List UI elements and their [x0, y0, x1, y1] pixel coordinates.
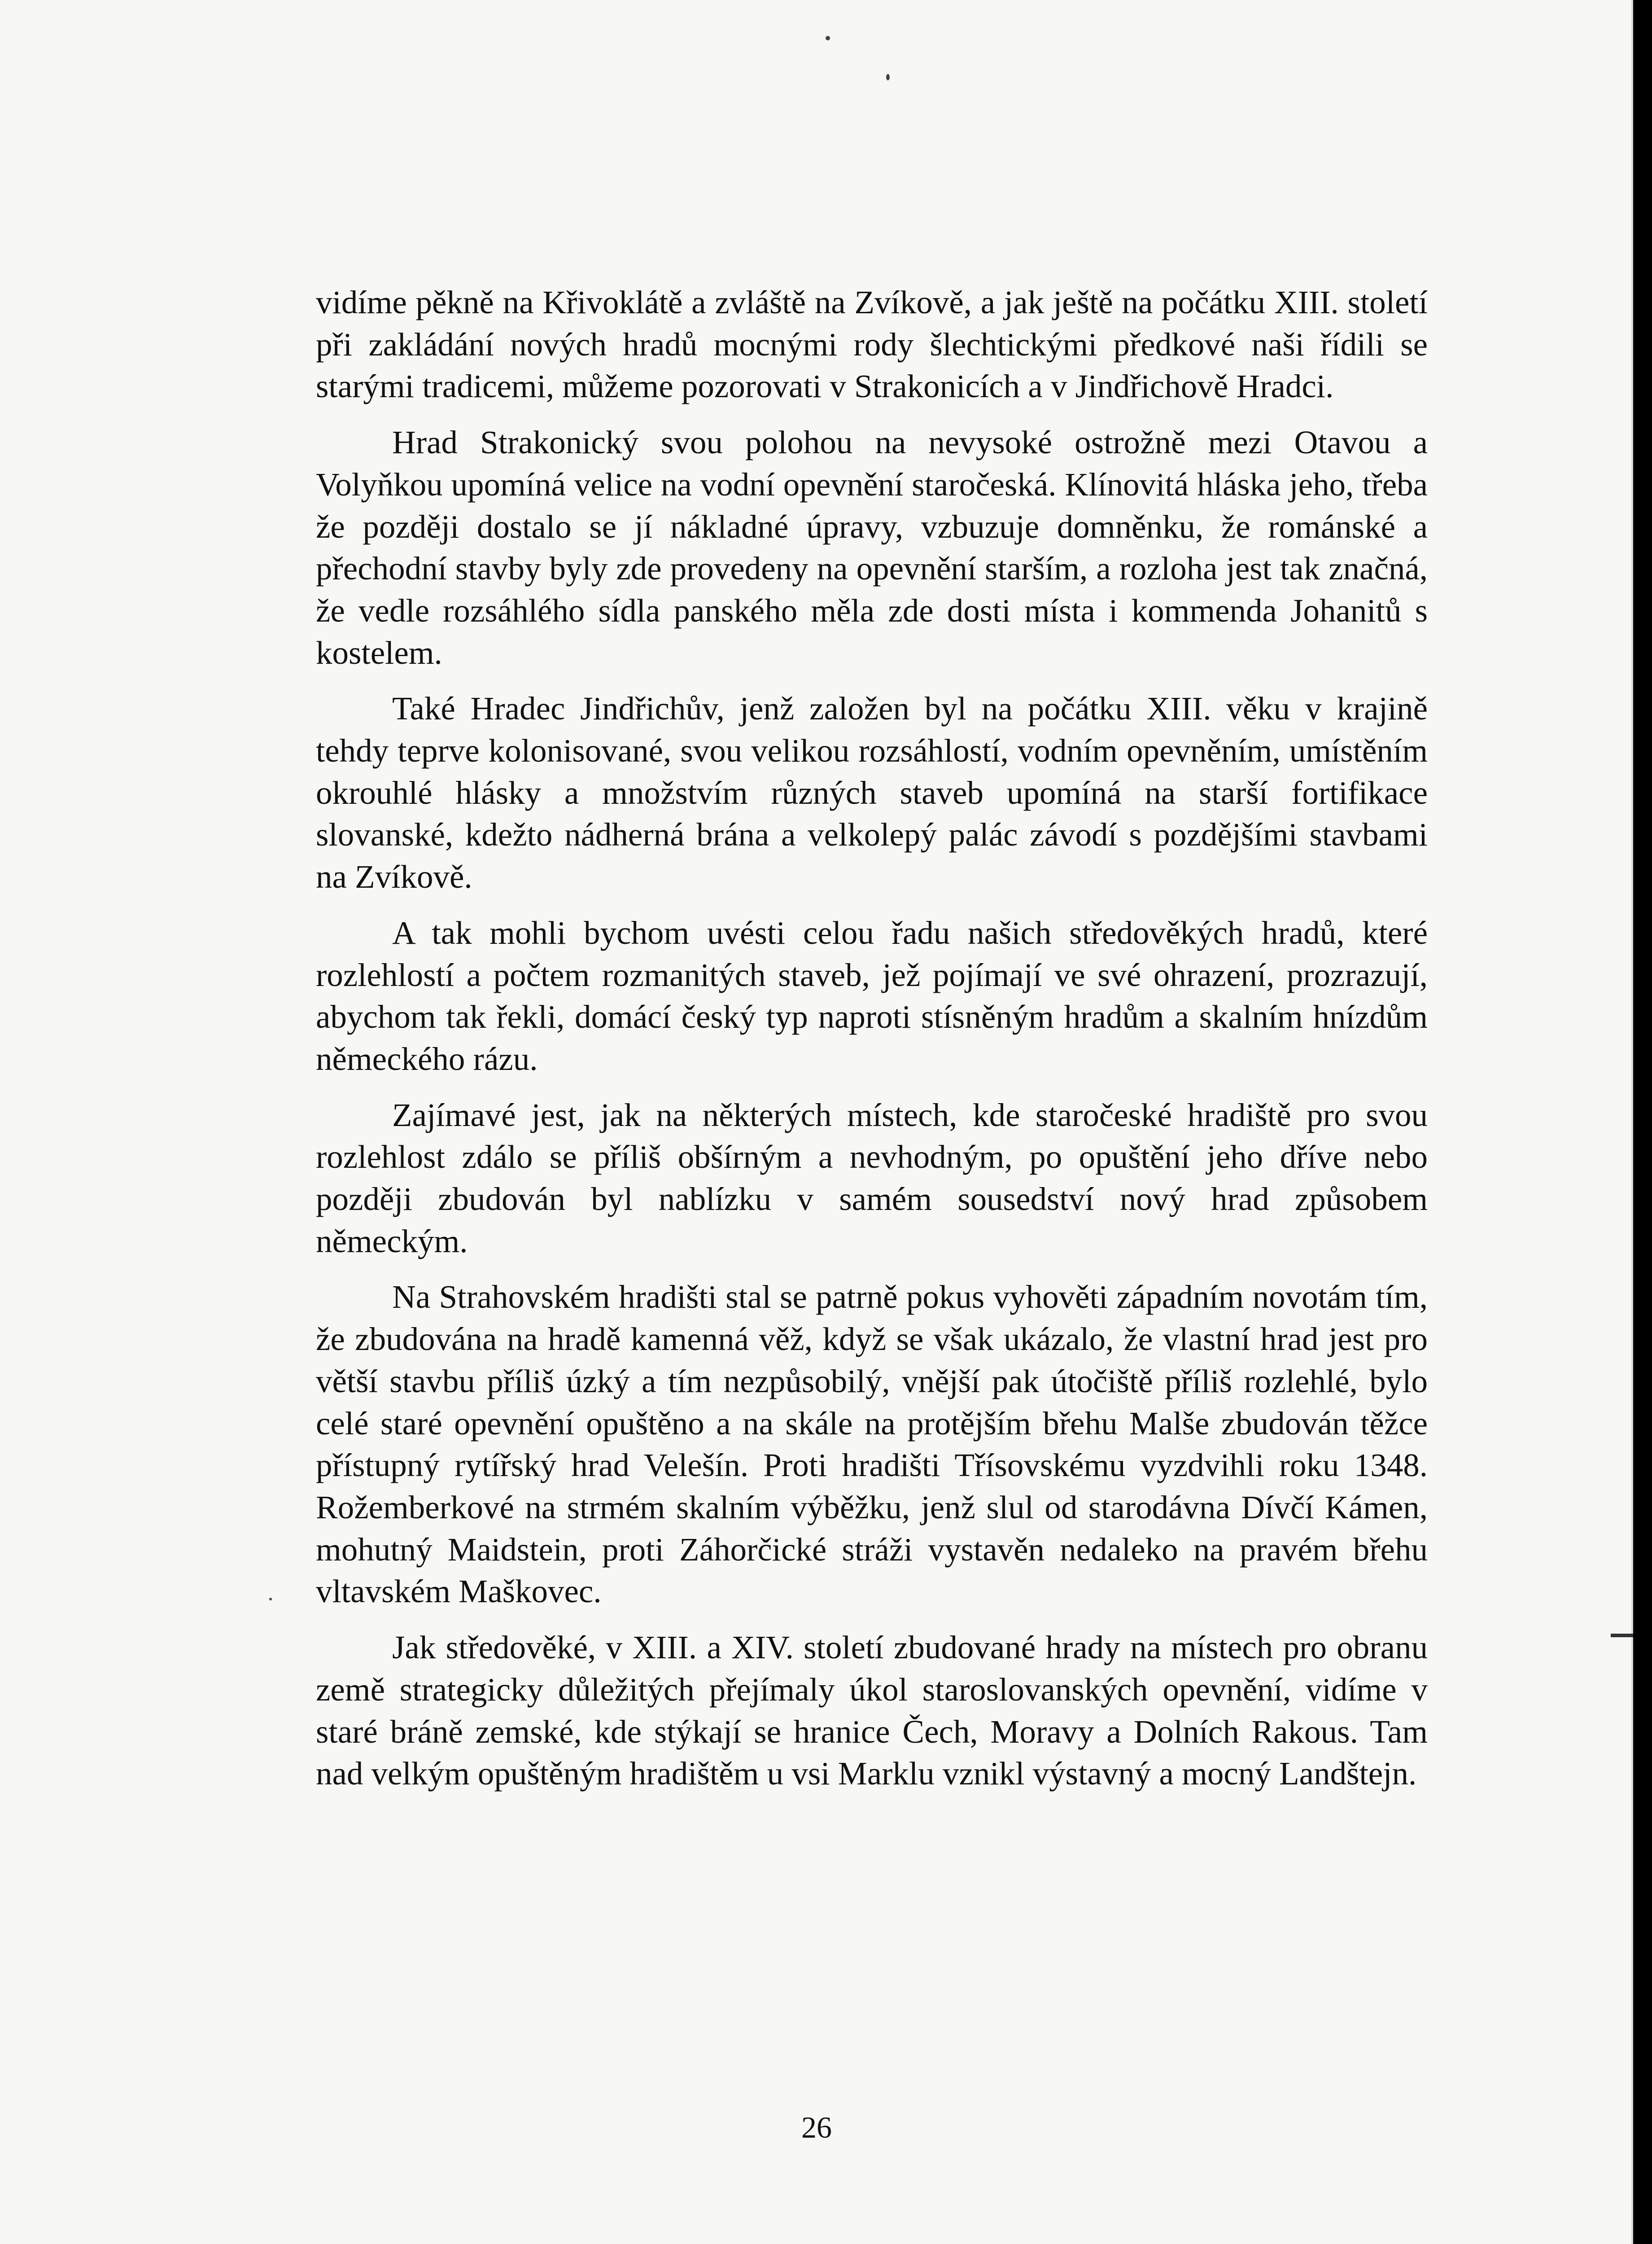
scan-speck	[886, 74, 890, 80]
scan-edge-mark	[1611, 1634, 1633, 1637]
paragraph-1: vidíme pěkně na Křivoklátě a zvláště na Zvíkově, a jak ještě na počátku XIII. století při zakládání nových hradů mocnými rody šlechtickými předkové naši řídili se starými tradicemi, můžeme pozorovati v Strakonicích a v Jindřichově Hradci.	[316, 284, 1428, 405]
paragraph-6: Na Strahovském hradišti stal se patrně pokus vyhověti západním novotám tím, že zbudována na hradě kamenná věž, když se však ukázalo, že vlastní hrad jest pro větší stavbu příliš úzký a tím nezpůsobilý, vnější pak útočiště příliš rozlehlé, bylo celé staré opevnění opuštěno a na skále na protějším břehu Malše zbudován těžce přístupný rytířský hrad Velešín. Proti hradišti Třísovskému vyzdvihli roku 1348. Rožemberkové na strmém skalním výběžku, jenž slul od starodávna Dívčí Kámen, mohutný Maidstein, proti Záhorčické stráži vystavěn nedaleko na pravém břehu vltavském Maškovec.	[316, 1279, 1428, 1610]
page-number: 26	[801, 2110, 832, 2144]
scan-speck	[826, 36, 830, 40]
paragraph-3: Také Hradec Jindřichův, jenž založen byl na počátku XIII. věku v krajině tehdy teprve kolonisované, svou velikou rozsáhlostí, vodním opevněním, umístěním okrouhlé hlásky a množstvím různých staveb upomíná na starší fortifikace slovanské, kdežto nádherná brána a velkolepý palác závodí s pozdějšími stavbami na Zvíkově.	[316, 690, 1428, 895]
paragraph-5: Zajímavé jest, jak na některých místech, kde staročeské hradiště pro svou rozlehlost zdálo se příliš obšírným a nevhodným, po opuštění jeho dříve nebo později zbudován byl nablízku v samém sousedství nový hrad způsobem německým.	[316, 1096, 1428, 1259]
body-text	[316, 281, 1428, 1809]
paragraph-7: Jak středověké, v XIII. a XIV. století zbudované hrady na místech pro obranu země strategicky důležitých přejímaly úkol staroslovanských opevnění, vidíme v staré bráně zemské, kde stýkají se hranice Čech, Moravy a Dolních Rakous. Tam nad velkým opuštěným hradištěm u vsi Marklu vznikl výstavný a mocný Landštejn.	[316, 1629, 1428, 1792]
scan-speck	[269, 1598, 272, 1600]
paragraph-4: A tak mohli bychom uvésti celou řadu našich středověkých hradů, které rozlehlostí a počtem rozmanitých staveb, jež pojímají ve své ohrazení, prozrazují, abychom tak řekli, domácí český typ naproti stísněným hradům a skalním hnízdům německého rázu.	[316, 914, 1428, 1077]
paragraph-2: Hrad Strakonický svou polohou na nevysoké ostrožně mezi Otavou a Volyňkou upomíná velice na vodní opevnění staročeská. Klínovitá hláska jeho, třeba že později dostalo se jí nákladné úpravy, vzbuzuje domněnku, že románské a přechodní stavby byly zde provedeny na opevnění starším, a rozloha jest tak značná, že vedle rozsáhlého sídla panského měla zde dosti místa i kommenda Johanitů s kostelem.	[316, 424, 1428, 671]
